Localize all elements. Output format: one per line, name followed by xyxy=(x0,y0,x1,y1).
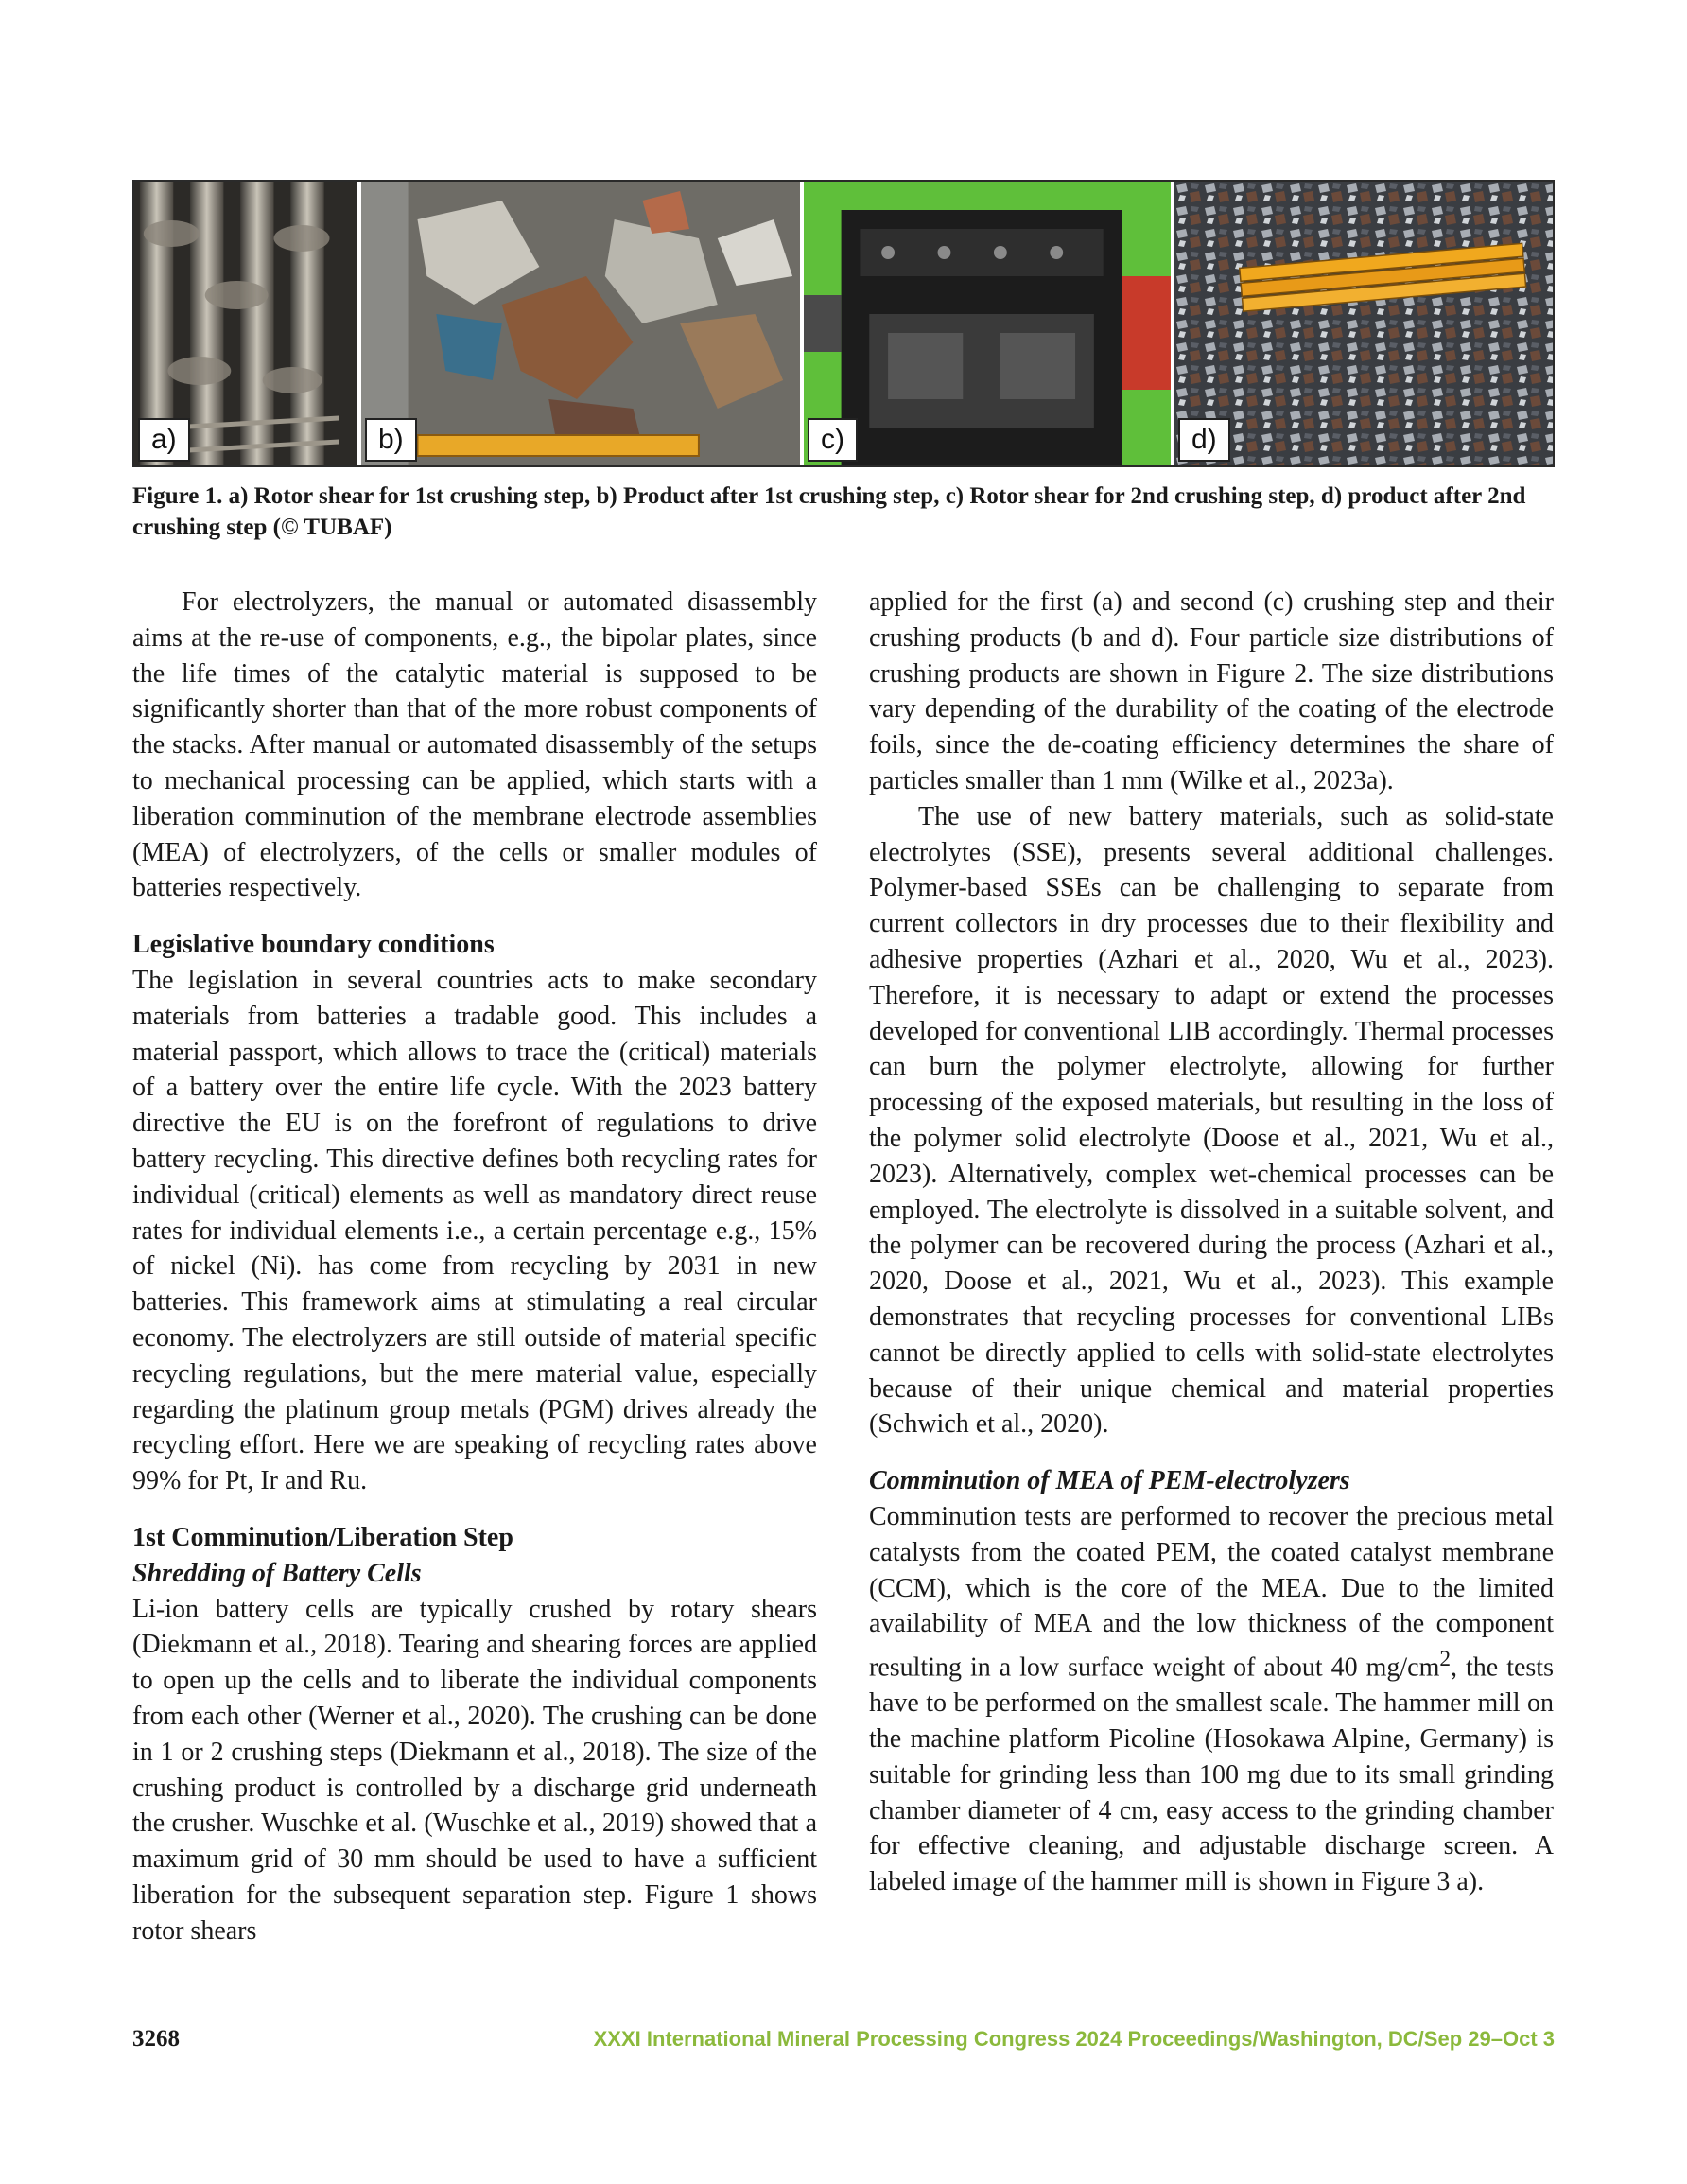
panel-label-b: b) xyxy=(365,418,417,462)
crushing-product-2-photo xyxy=(1174,182,1553,465)
figure-panel-a xyxy=(134,182,361,465)
mea-superscript: 2 xyxy=(1439,1647,1452,1672)
heading-shredding: Shredding of Battery Cells xyxy=(132,1558,422,1588)
figure-caption: Figure 1. a) Rotor shear for 1st crushing step, b) Product after 1st crushing step, c) Rotor shear for 2nd crushing step, d) product after 2nd crushing step (© TUBAF) xyxy=(132,483,1526,540)
paragraph-crushing-products: applied for the first (a) and second (c) crushing step and their crushing products (b and d). Four particle size distributions of crushing products are shown in Figure 2. The size distributions vary depending of the durability of the coating of the electrode foils, since the de-coating efficiency determines the share of particles smaller than 1 mm (Wilke et al., 2023a). xyxy=(869,587,1554,795)
paragraph-electrolyzer-disassembly: For electrolyzers, the manual or automated disassembly aims at the re-use of components, e.g., the bipolar plates, since the life times of the catalytic material is supposed to be significantly shorter than that of the more robust components of the stacks. After manual or automated disassembly of the setups to mechanical processing can be applied, which starts with a liberation comminution of the membrane electrode assemblies (MEA) of electrolyzers, of the cells or smaller modules of batteries respectively. xyxy=(132,587,817,903)
figure-panel-d xyxy=(1174,182,1553,465)
paragraph-shredding: Li-ion battery cells are typically crushed by rotary shears (Diekmann et al., 2018). Tearing and shearing forces are applied to open up the cells and to liberate the individual components from each other (Werner et al., 2020). The crushing can be done in 1 or 2 crushing steps (Diekmann et al., 2018). The size of the crushing product is controlled by a discharge grid underneath the crusher. Wuschke et al. (Wuschke et al., 2019) showed that a maximum grid of 30 mm should be used to have a sufficient liberation for the subsequent separation step. Figure 1 shows rotor shears xyxy=(132,1594,817,1946)
figure-panel-b xyxy=(361,182,804,465)
page-number: 3268 xyxy=(132,2026,180,2052)
heading-comminution-step: 1st Comminution/Liberation Step xyxy=(132,1522,513,1552)
figure-1 xyxy=(132,180,1555,467)
mea-text-end: , the tests have to be performed on the smallest scale. The hammer mill on the machine platform Picoline (Hosokawa Alpine, Germany) is suitable for grinding less than 100 mg due to its small grinding chamber diameter of 4 cm, easy access to the grinding chamber for effective cleaning, and adjustable discharge screen. A labeled image of the hammer mill is shown in Figure 3 a). xyxy=(869,1652,1554,1897)
paragraph-solid-state: The use of new battery materials, such as solid-state electrolytes (SSE), presents several additional challenges. Polymer-based SSEs can be challenging to separate from current collectors in dry processes due to their flexibility and adhesive properties (Azhari et al., 2020, Wu et al., 2023). Therefore, it is necessary to adapt or extend the processes developed for conventional LIB accordingly. Thermal processes can burn the polymer electrolyte, allowing for further processing of the exposed materials, but resulting in the loss of the polymer solid electrolyte (Doose et al., 2021, Wu et al., 2023). Alternatively, complex wet-chemical processes can be employed. The electrolyte is dissolved in a suitable solvent, and the polymer can be recovered during the process (Azhari et al., 2020, Doose et al., 2021, Wu et al., 2023). This example demonstrates that recycling processes for conventional LIBs cannot be directly applied to cells with solid-state electrolytes because of their unique chemical and material properties (Schwich et al., 2020). xyxy=(869,801,1554,1440)
heading-legislative: Legislative boundary conditions xyxy=(132,930,495,960)
right-column xyxy=(869,585,1554,1900)
crushing-product-1-photo xyxy=(361,182,800,465)
figure-panel-c xyxy=(804,182,1174,465)
page-footer xyxy=(132,2026,1555,2053)
mea-text-start: Comminution tests are performed to recover the precious metal catalysts from the coated PEM, the coated catalyst membrane (CCM), which is the core of the MEA. Due to the limited availability of MEA and the low thickness of the component resulting in a low surface weight of about 40 mg/cm xyxy=(869,1501,1554,1683)
panel-label-d: d) xyxy=(1178,418,1230,462)
rotor-shear-2-photo xyxy=(804,182,1171,465)
footer-title: XXXI International Mineral Processing Congress 2024 Proceedings/Washington, DC/Sep 29–Oct 3 xyxy=(593,2027,1555,2051)
paragraph-legislation: The legislation in several countries acts to make secondary materials from batteries a tradable good. This includes a material passport, which allows to trace the (critical) materials of a battery over the entire life cycle. With the 2023 battery directive the EU is on the forefront of regulations to drive battery recycling. This directive defines both recycling rates for individual (critical) elements as well as mandatory direct reuse rates for individual elements i.e., a certain percentage e.g., 15% of nickel (Ni). has come from recycling by 2031 in new batteries. This framework aims at stimulating a real circular economy. The electrolyzers are still outside of material specific recycling regulations, but the mere material value, especially regarding the platinum group metals (PGM) drives already the recycling effort. Here we are speaking of recycling rates above 99% for Pt, Ir and Ru. xyxy=(132,965,817,1496)
panel-label-a: a) xyxy=(138,418,190,462)
paragraph-mea xyxy=(869,1499,1554,1900)
left-column xyxy=(132,585,817,1948)
heading-mea-comminution: Comminution of MEA of PEM-electrolyzers xyxy=(869,1466,1350,1496)
panel-label-c: c) xyxy=(808,418,858,462)
